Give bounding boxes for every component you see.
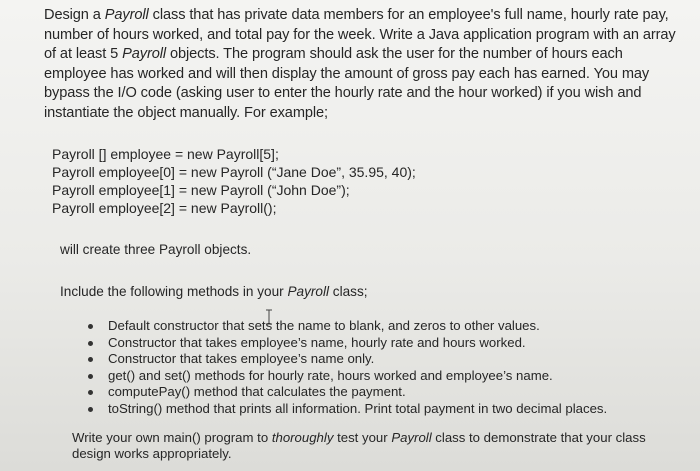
outro-text-2: test your — [333, 430, 392, 445]
class-name-payroll: Payroll — [391, 430, 432, 445]
code-line: Payroll employee[0] = new Payroll (“Jane Doe”, 35.95, 40); — [52, 164, 416, 180]
class-name-payroll: Payroll — [104, 7, 149, 23]
will-create-text: will create three Payroll objects. — [60, 242, 252, 257]
include-methods-heading — [60, 283, 680, 301]
list-item: Constructor that takes employee’s name, hourly rate and hours worked. — [88, 335, 688, 352]
outro-text-1: Write your own main() program to — [72, 430, 272, 445]
outro-text-3: class to demonstrate that your class design works appropriately. — [72, 430, 646, 461]
code-line: Payroll employee[2] = new Payroll(); — [52, 200, 277, 216]
closing-instructions — [72, 430, 652, 462]
methods-list — [88, 318, 688, 418]
intro-text-1: Design a — [44, 7, 105, 23]
class-name-payroll: Payroll — [287, 284, 330, 299]
code-line: Payroll employee[1] = new Payroll (“John Doe”); — [52, 182, 350, 198]
include-text-end: class; — [329, 284, 368, 299]
list-item: Default constructor that sets the name to blank, and zeros to other values. — [88, 318, 688, 335]
code-line: Payroll [] employee = new Payroll[5]; — [52, 146, 279, 162]
code-example — [52, 145, 652, 217]
list-item: get() and set() methods for hourly rate, hours worked and employee’s name. — [88, 368, 688, 385]
intro-text-2: class that has private data members for an employee's full name, hourly rate pay, number of hours worked, and total pay for the week. Write a Java application program with an array of at least 5 — [44, 7, 676, 63]
list-item: Constructor that takes employee’s name only. — [88, 351, 688, 368]
include-text: Include the following methods in your — [60, 284, 288, 299]
list-item: toString() method that prints all information. Print total payment in two decimal places. — [88, 401, 688, 418]
assignment-description — [44, 6, 684, 124]
list-item: computePay() method that calculates the payment. — [88, 384, 688, 401]
emphasis-thoroughly: thoroughly — [271, 430, 334, 445]
intro-text-3: objects. The program should ask the user for the number of hours each employee has worked and will then display the amount of gross pay each has earned. You may bypass the I/O code (asking user to enter the hourly rate and the hour worked) if you wish and instantiate the object manually. For example; — [44, 46, 650, 121]
class-name-payroll: Payroll — [122, 46, 167, 63]
